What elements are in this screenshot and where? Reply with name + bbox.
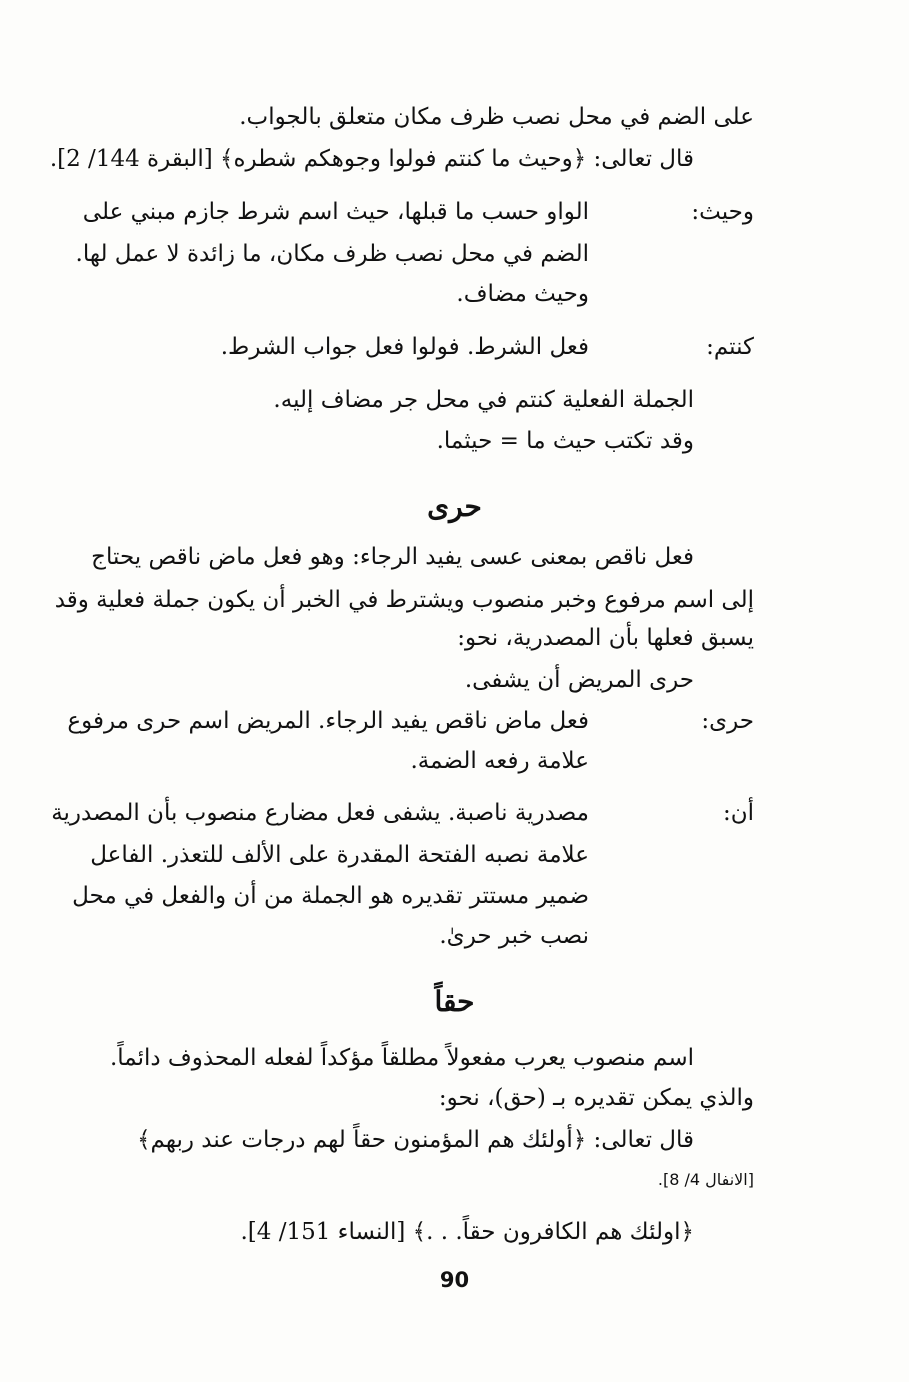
citation: [الانفال 4/ 8]. xyxy=(657,1170,754,1189)
entry-line: نصب خبر حرىٰ. xyxy=(439,923,589,949)
quran-quote-line: قال تعالى: ﴿أولئك هم المؤمنون حقاً لهم درجات عند ربهم﴾ xyxy=(137,1127,694,1153)
entry-line: ضمير مستتر تقديره هو الجملة من أن والفعل في محل xyxy=(72,883,589,909)
entry-term: كنتم: xyxy=(706,334,754,360)
text-line: إلى اسم مرفوع وخبر منصوب ويشترط في الخبر أن يكون جملة فعلية وقد xyxy=(54,587,754,613)
entry-line: علامة نصبه الفتحة المقدرة على الألف للتعذر. الفاعل xyxy=(90,842,589,868)
entry-line: علامة رفعه الضمة. xyxy=(410,748,589,774)
entry-line: الضم في محل نصب ظرف مكان، ما زائدة لا عمل لها. xyxy=(75,241,589,267)
entry-line: وحيث مضاف. xyxy=(456,281,589,307)
note-line: وقد تكتب حيث ما = حيثما. xyxy=(436,428,694,454)
entry-line: مصدرية ناصبة. يشفى فعل مضارع منصوب بأن المصدرية xyxy=(51,800,589,826)
entry-term: وحيث: xyxy=(691,199,754,225)
entry-line: فعل الشرط. فولوا فعل جواب الشرط. xyxy=(220,334,589,360)
text-line: يسبق فعلها بأن المصدرية، نحو: xyxy=(457,625,754,651)
entry-term: حرى: xyxy=(701,708,754,734)
section-heading: حقاً xyxy=(434,985,475,1018)
entry-line: فعل ماض ناقص يفيد الرجاء. المريض اسم حرى مرفوع xyxy=(67,708,589,734)
text-line: اسم منصوب يعرب مفعولاً مطلقاً مؤكداً لفعله المحذوف دائماً. xyxy=(109,1045,694,1071)
text-line: على الضم في محل نصب ظرف مكان متعلق بالجواب. xyxy=(239,104,754,130)
example-line: حرى المريض أن يشفى. xyxy=(464,667,694,693)
text-line: فعل ناقص بمعنى عسى يفيد الرجاء: وهو فعل ماض ناقص يحتاج xyxy=(91,544,694,570)
page-number: 90 xyxy=(439,1268,470,1292)
text-line: والذي يمكن تقديره بـ (حق)، نحو: xyxy=(438,1085,754,1111)
section-heading: حرى xyxy=(427,490,482,523)
quran-quote-line: قال تعالى: ﴿وحيث ما كنتم فولوا وجوهكم شطره﴾ [البقرة 144/ 2]. xyxy=(49,146,694,172)
entry-term: أن: xyxy=(722,800,754,826)
quran-quote-line: ﴿اولئك هم الكافرون حقاً. . .﴾ [النساء 151/ 4]. xyxy=(240,1219,694,1245)
note-line: الجملة الفعلية كنتم في محل جر مضاف إليه. xyxy=(273,387,694,413)
entry-line: الواو حسب ما قبلها، حيث اسم شرط جازم مبني على xyxy=(82,199,589,225)
